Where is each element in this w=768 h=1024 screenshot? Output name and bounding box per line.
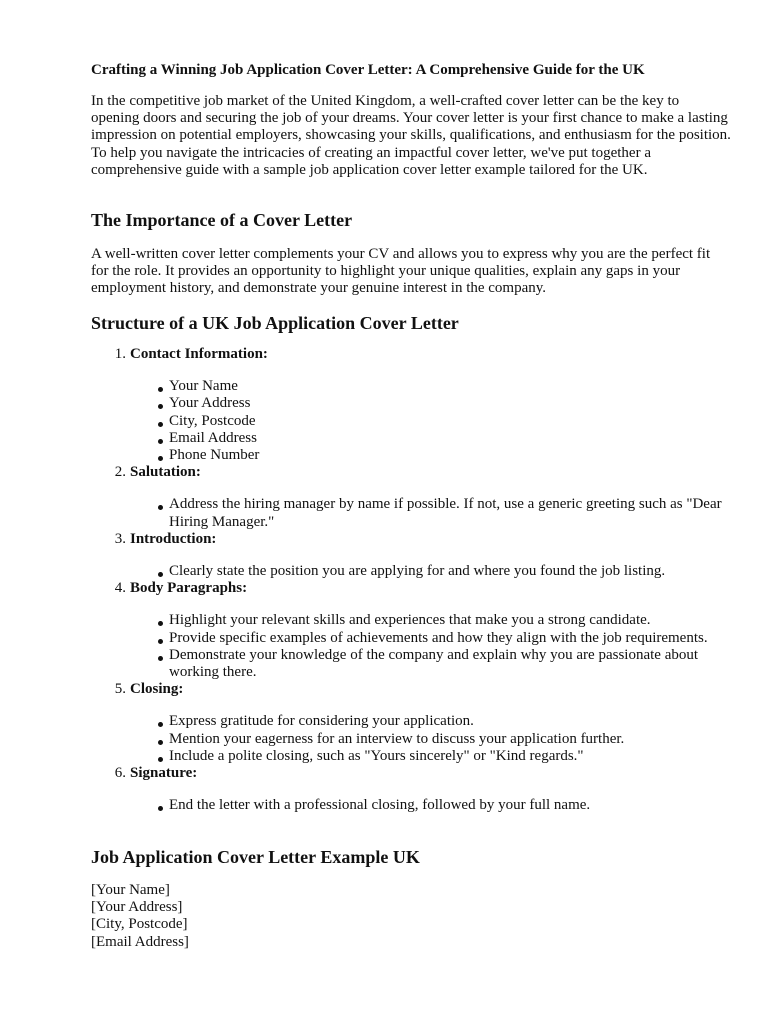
structure-step bbox=[91, 346, 731, 464]
step-bullet-list bbox=[130, 363, 731, 464]
bullet-item: Your Name bbox=[130, 378, 731, 395]
step-bullet-list bbox=[130, 481, 731, 530]
step-number: 1. bbox=[114, 346, 126, 362]
bullet-item: Address the hiring manager by name if possible. If not, use a generic greeting such as "Dear Hiring Manager." bbox=[130, 496, 731, 530]
letter-placeholder-line: [Your Name] bbox=[91, 882, 170, 898]
document-title: Crafting a Winning Job Application Cover Letter: A Comprehensive Guide for the UK bbox=[91, 62, 645, 78]
step-number: 5. bbox=[114, 681, 126, 698]
letter-placeholder-line: [Email Address] bbox=[91, 933, 189, 950]
example-heading: Job Application Cover Letter Example UK bbox=[91, 847, 420, 867]
bullet-item: Your Address bbox=[130, 395, 731, 412]
step-number: 4. bbox=[114, 580, 126, 597]
bullet-item: Phone Number bbox=[130, 447, 731, 464]
step-bullet-list bbox=[130, 548, 731, 580]
bullet-item: City, Postcode bbox=[130, 413, 731, 430]
structure-step bbox=[91, 765, 731, 814]
step-bullet-list bbox=[130, 782, 731, 814]
step-bullet-list bbox=[130, 597, 731, 681]
intro-paragraph: In the competitive job market of the United Kingdom, a well-crafted cover letter can be the key to opening doors and securing the job of your dreams. Your cover letter is your first chance to make a lasting impression on potential employers, showcasing your skills, qualifications, and enthusiasm for the position. To help you navigate the intricacies of creating an impactful cover letter, we've put together a comprehensive guide with a sample job application cover letter example tailored for the UK. bbox=[91, 93, 731, 178]
step-title: Introduction: bbox=[130, 530, 217, 547]
step-number: 2. bbox=[114, 464, 126, 481]
step-heading bbox=[114, 580, 731, 597]
structure-heading: Structure of a UK Job Application Cover Letter bbox=[91, 313, 459, 333]
step-number: 6. bbox=[114, 764, 126, 781]
step-heading bbox=[114, 346, 731, 363]
structure-steps-list bbox=[91, 346, 731, 814]
structure-step bbox=[91, 681, 731, 765]
step-title: Signature: bbox=[130, 764, 198, 781]
bullet-item: Clearly state the position you are applying for and where you found the job listing. bbox=[130, 563, 731, 580]
bullet-item: Express gratitude for considering your application. bbox=[130, 713, 731, 730]
structure-step bbox=[91, 531, 731, 580]
step-title: Contact Information: bbox=[130, 346, 268, 362]
bullet-item: End the letter with a professional closing, followed by your full name. bbox=[130, 797, 731, 814]
importance-heading: The Importance of a Cover Letter bbox=[91, 210, 353, 230]
letter-placeholder-line: [Your Address] bbox=[91, 899, 183, 916]
bullet-item: Provide specific examples of achievements and how they align with the job requirements. bbox=[130, 630, 731, 647]
bullet-item: Include a polite closing, such as "Yours sincerely" or "Kind regards." bbox=[130, 748, 731, 765]
importance-paragraph: A well-written cover letter complements your CV and allows you to express why you are the perfect fit for the role. It provides an opportunity to highlight your unique qualities, explain any gaps in your employment history, and demonstrate your genuine interest in the company. bbox=[91, 246, 711, 297]
bullet-item: Mention your eagerness for an interview to discuss your application further. bbox=[130, 731, 731, 748]
bullet-item: Demonstrate your knowledge of the company and explain why you are passionate about working there. bbox=[130, 647, 731, 681]
step-title: Body Paragraphs: bbox=[130, 580, 248, 597]
bullet-item: Highlight your relevant skills and experiences that make you a strong candidate. bbox=[130, 612, 731, 629]
step-heading bbox=[114, 464, 731, 481]
structure-step bbox=[91, 580, 731, 681]
step-title: Closing: bbox=[130, 681, 184, 698]
letter-placeholder-line: [City, Postcode] bbox=[91, 916, 188, 933]
step-heading bbox=[114, 530, 731, 548]
step-bullet-list bbox=[130, 698, 731, 765]
example-letter-lines bbox=[91, 882, 731, 951]
step-heading bbox=[114, 764, 731, 782]
structure-step bbox=[91, 464, 731, 531]
step-title: Salutation: bbox=[130, 464, 201, 481]
step-heading bbox=[114, 681, 731, 698]
bullet-item: Email Address bbox=[130, 430, 731, 447]
step-number: 3. bbox=[114, 530, 126, 547]
